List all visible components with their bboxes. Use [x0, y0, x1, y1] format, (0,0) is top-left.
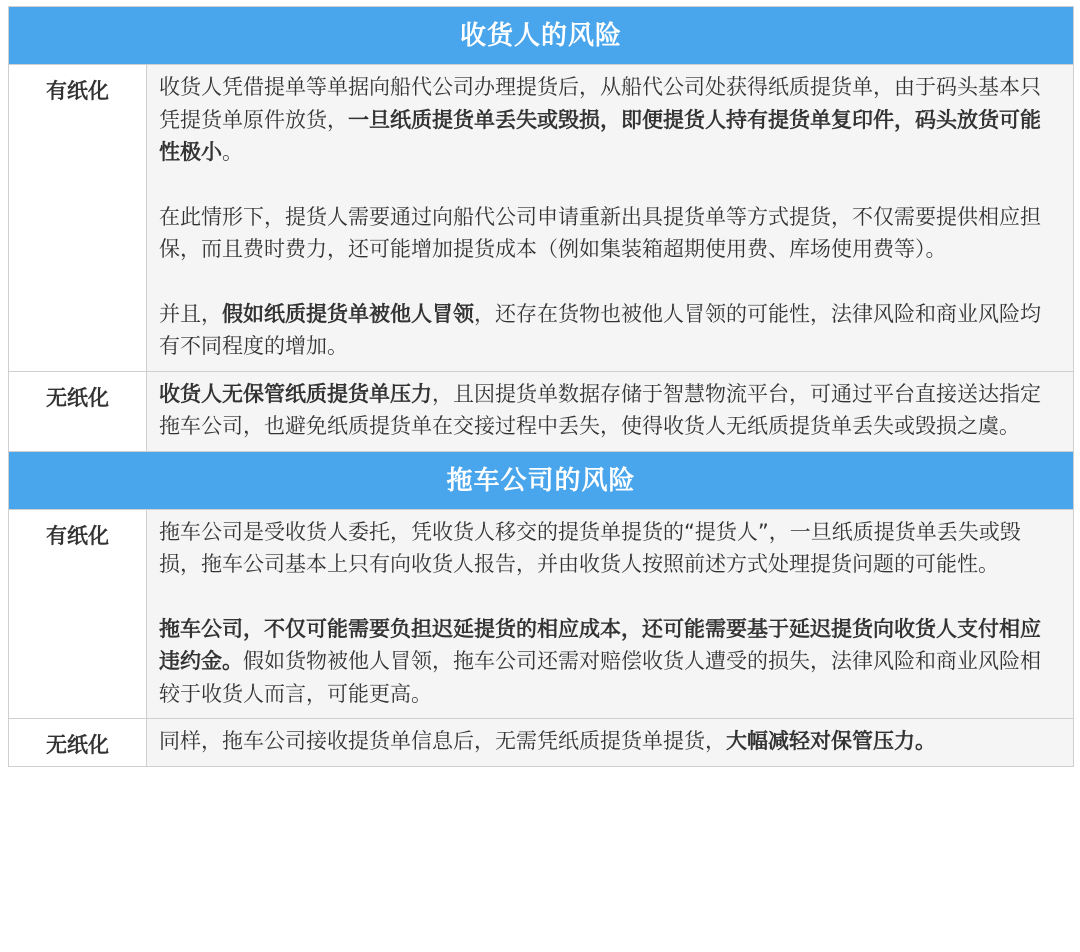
table-row — [9, 719, 1074, 767]
table-row — [9, 372, 1074, 452]
paragraph — [159, 725, 1051, 758]
text-run: ，还存在货物也被他人冒领的可能性，法律风险和商业风险均有不同程度的增加。 — [159, 301, 1041, 358]
row-label: 无纸化 — [9, 372, 147, 451]
row-content — [147, 510, 1074, 719]
bold-text-run: 假如纸质提货单被他人冒领 — [222, 301, 474, 326]
paragraph — [159, 516, 1051, 581]
bold-text-run: 一旦纸质提货单丢失或毁损，即便提货人持有提货单复印件，码头放货可能性极小 — [159, 107, 1041, 164]
risk-comparison-table — [8, 6, 1074, 767]
text-run: 。 — [222, 140, 243, 164]
table-row — [9, 65, 1074, 372]
row-label: 无纸化 — [9, 719, 147, 766]
text-run: 收货人凭借提单等单据向船代公司办理提货后，从船代公司处获得纸质提货单，由于码头基本只凭提货单原件放货， — [159, 75, 1041, 132]
section-consignee-risk — [9, 7, 1074, 452]
row-content — [147, 719, 1074, 766]
row-label: 有纸化 — [9, 65, 147, 371]
paragraph — [159, 201, 1051, 266]
text-run: 假如货物被他人冒领，拖车公司还需对赔偿收货人遭受的损失，法律风险和商业风险相较于收货人而言，可能更高。 — [159, 649, 1041, 706]
section-header: 收货人的风险 — [9, 7, 1074, 65]
bold-text-run: 拖车公司，不仅可能需要负担迟延提货的相应成本，还可能需要基于延迟提货向收货人支付相应违约金。 — [159, 616, 1041, 673]
paragraph — [159, 378, 1051, 443]
row-content — [147, 372, 1074, 451]
row-label: 有纸化 — [9, 510, 147, 719]
row-content — [147, 65, 1074, 371]
bold-text-run: 收货人无保管纸质提货单压力 — [159, 381, 432, 406]
text-run: 同样，拖车公司接收提货单信息后，无需凭纸质提货单提货， — [159, 729, 726, 753]
text-run: 拖车公司是受收货人委托，凭收货人移交的提货单提货的“提货人”，一旦纸质提货单丢失或毁损，拖车公司基本上只有向收货人报告，并由收货人按照前述方式处理提货问题的可能性。 — [159, 519, 1021, 576]
text-run: 并且， — [159, 301, 222, 326]
bold-text-run: 大幅减轻对保管压力。 — [726, 729, 936, 753]
paragraph — [159, 71, 1051, 169]
section-header: 拖车公司的风险 — [9, 452, 1074, 510]
section-tow-company-risk — [9, 452, 1074, 767]
table-row — [9, 510, 1074, 720]
text-run: ，且因提货单数据存储于智慧物流平台，可通过平台直接送达指定拖车公司，也避免纸质提货单在交接过程中丢失，使得收货人无纸质提货单丢失或毁损之虞。 — [159, 381, 1041, 438]
paragraph — [159, 298, 1051, 363]
paragraph — [159, 613, 1051, 711]
text-run: 在此情形下，提货人需要通过向船代公司申请重新出具提货单等方式提货，不仅需要提供相应担保，而且费时费力，还可能增加提货成本（例如集装箱超期使用费、库场使用费等）。 — [159, 204, 1041, 261]
